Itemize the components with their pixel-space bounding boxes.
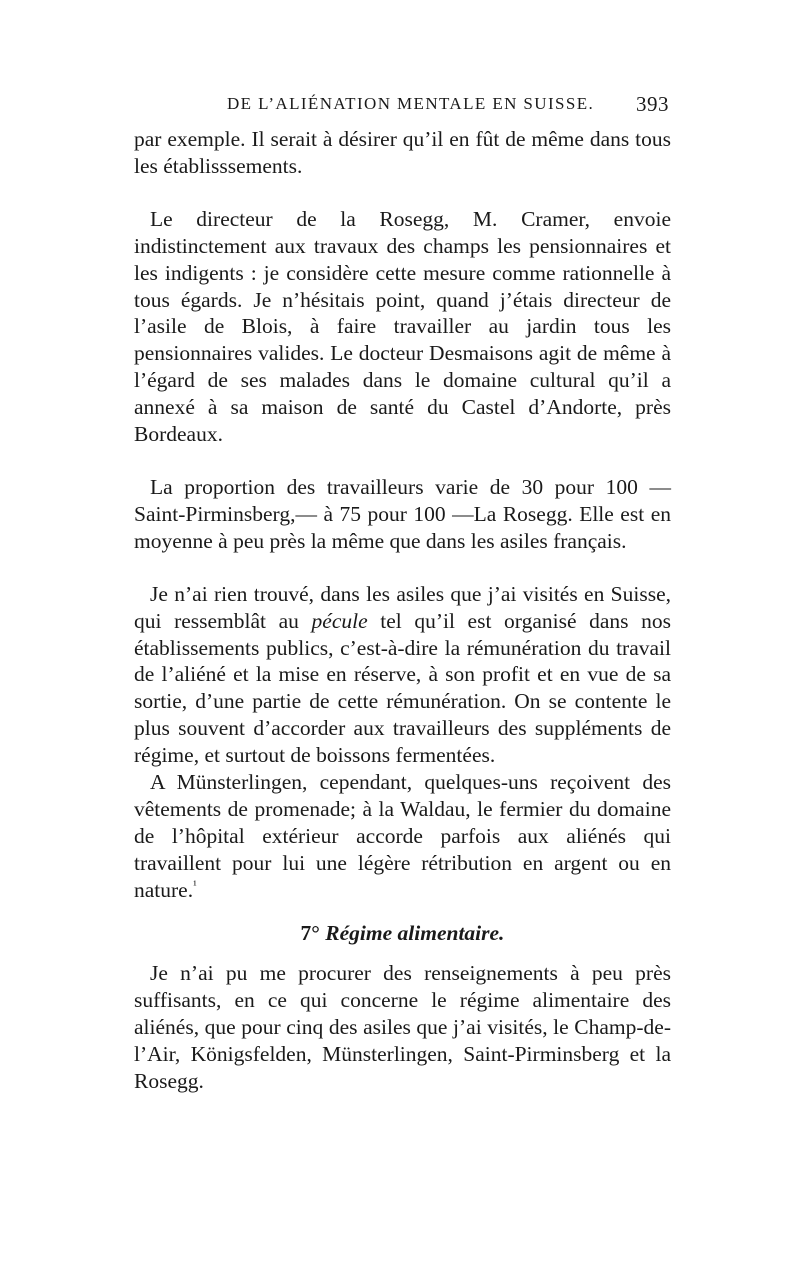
pecule-text-end: tel qu’il est organisé dans nos établissements publics, c’est-à-dire la rémunération du travail de l’aliéné et la mise en réserve, à son profit et en vue de sa sortie, d’une partie de cette rémunération. On se contente le plus souvent d’accorder aux travailleurs des suppléments de régime, et surtout de boissons fermentées. (134, 608, 671, 768)
running-title: DE L’ALIÉNATION MENTALE EN SUISSE. (227, 94, 595, 113)
munsterlingen-text: A Münsterlingen, cependant, quelques-uns reçoivent des vêtements de promenade; à la Waldau, le fermier du domaine de l’hôpital extérieur accorde parfois aux aliénés qui travaillent pour lui une légère rétribution en argent ou en nature. (134, 770, 671, 902)
section-title: Régime alimentaire. (325, 920, 505, 945)
paragraph-worker-proportion: La proportion des travailleurs varie de 30 pour 100 — Saint-Pirminsberg,— à 75 pour 100 —La Rosegg. Elle est en moyenne à peu près la même que dans les asiles français. (134, 474, 671, 553)
page-number: 393 (636, 92, 669, 116)
pecule-italic-word: pécule (311, 608, 368, 633)
paragraph-continuation: par exemple. Il serait à désirer qu’il en fût de même dans tous les établisssements. (134, 127, 671, 178)
section-heading (134, 920, 671, 947)
running-header (134, 94, 671, 118)
pecule-text-start: Je n’ai rien trouvé, dans les asiles que j’ai visités en Suisse, qui ressemblât au (134, 581, 671, 633)
body-text (134, 126, 671, 1095)
paragraph-rosegg-work: Le directeur de la Rosegg, M. Cramer, envoie indistinctement aux travaux des champs les pensionnaires et les indigents : je considère cette mesure comme rationnelle à tous égards. Je n’hésitais point, quand j’étais directeur de l’asile de Blois, à faire travailler au jardin tous les pensionnaires valides. Le docteur Desmaisons agit de même à l’égard de ses malades dans le domaine cultural qu’il a annexé à sa maison de santé du Castel d’Andorte, près Bordeaux. (134, 206, 671, 447)
footnote-marker: ¹ (193, 877, 197, 892)
paragraph-munsterlingen (134, 769, 671, 904)
paragraph-diet: Je n’ai pu me procurer des renseignements à peu près suffisants, en ce qui concerne le régime alimentaire des aliénés, que pour cinq des asiles que j’ai visités, le Champ-de-l’Air, Königsfelden, Münsterlingen, Saint-Pirminsberg et la Rosegg. (134, 961, 671, 1094)
section-number: 7° (300, 920, 320, 945)
paragraph-pecule (134, 581, 671, 769)
